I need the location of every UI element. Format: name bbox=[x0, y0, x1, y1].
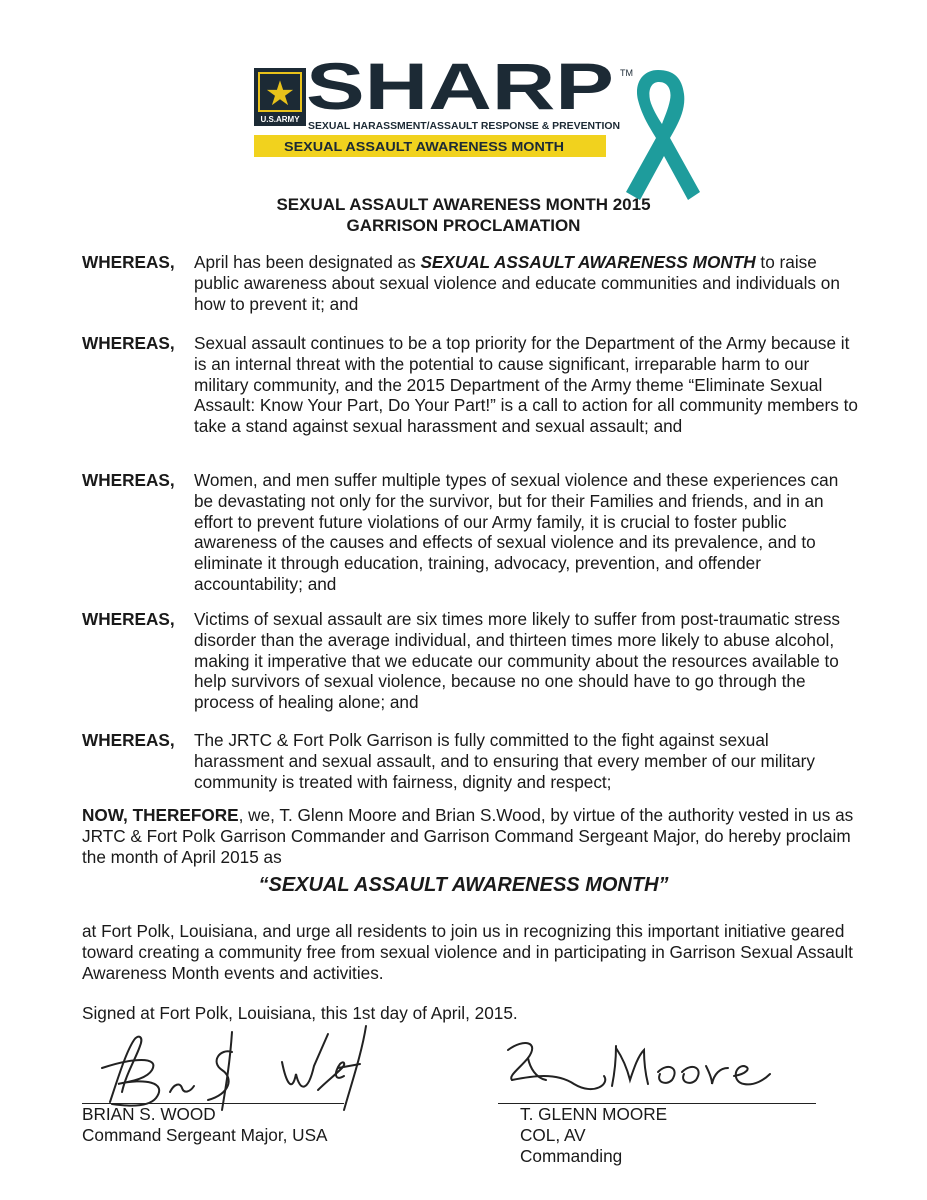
whereas-keyword: WHEREAS, bbox=[82, 730, 175, 750]
sharp-tagline: SEXUAL HARASSMENT/ASSAULT RESPONSE & PREVENTION bbox=[308, 120, 620, 132]
whereas-keyword: WHEREAS, bbox=[82, 470, 175, 490]
whereas-clause-4 bbox=[82, 609, 862, 713]
signatory-title: Command Sergeant Major, USA bbox=[82, 1125, 328, 1145]
whereas-keyword: WHEREAS, bbox=[82, 252, 175, 272]
clause-text: Victims of sexual assault are six times more likely to suffer from post-traumatic stress disorder than the average individual, and thirteen times more likely to abuse alcohol, making it imperative that we educate our community about the resources available to help survivors of sexual violence, because no one should have to go through the process of healing alone; and bbox=[194, 609, 841, 713]
trademark-mark: TM bbox=[620, 68, 633, 78]
therefore-text: , we, T. Glenn Moore and Brian S.Wood, by virtue of the authority vested in us as JRTC & Fort Polk Garrison Commander and Garrison Command Sergeant Major, do hereby proclaim the month of April 2015 as bbox=[82, 805, 854, 867]
title-line-2: GARRISON PROCLAMATION bbox=[346, 216, 581, 235]
whereas-keyword: WHEREAS, bbox=[82, 609, 175, 629]
signatory-role: Commanding bbox=[520, 1146, 623, 1166]
army-label: U.S.ARMY bbox=[260, 115, 300, 124]
clause-text: Sexual assault continues to be a top priority for the Department of the Army because it is an internal threat with the potential to cause significant, irreparable harm to our military community, and the 2015 Department of the Army theme “Eliminate Sexual Assault: Know Your Part, Do Your Part!” is a call to action for all community members to take a stand against sexual harassment and sexual assault; and bbox=[194, 333, 858, 437]
whereas-clause-3 bbox=[82, 470, 862, 595]
whereas-clause-5 bbox=[82, 730, 862, 792]
closing-paragraph: at Fort Polk, Louisiana, and urge all residents to join us in recognizing this important initiative geared toward creating a community free from sexual violence and in participating in Garrison Sexual Assault Awareness Month events and activities. bbox=[82, 921, 853, 983]
proclamation-title bbox=[0, 194, 927, 236]
therefore-paragraph bbox=[82, 805, 862, 867]
awareness-banner-text: SEXUAL ASSAULT AWARENESS MONTH bbox=[284, 140, 564, 154]
clause-emphasis: SEXUAL ASSAULT AWARENESS MONTH bbox=[420, 252, 756, 272]
moore-signature bbox=[498, 1028, 798, 1098]
clause-text: April has been designated as bbox=[194, 252, 421, 272]
signed-line: Signed at Fort Polk, Louisiana, this 1st day of April, 2015. bbox=[82, 1003, 518, 1023]
signatory-right bbox=[520, 1104, 667, 1167]
clause-text: Women, and men suffer multiple types of sexual violence and these experiences can be devastating not only for the survivor, but for their Families and friends, and in an effort to prevent future violations of our Army family, it is crucial to foster public awareness of the causes and effects of sexual violence and its prevalence, and to eliminate it through education, training, advocacy, prevention, and offender accountability; and bbox=[194, 470, 839, 594]
signatory-left bbox=[82, 1104, 328, 1146]
signatory-name: BRIAN S. WOOD bbox=[82, 1104, 216, 1124]
sharp-logo bbox=[250, 60, 700, 210]
signatory-rank: COL, AV bbox=[520, 1125, 586, 1145]
therefore-keyword: NOW, THEREFORE bbox=[82, 805, 239, 825]
clause-text: to raise public awareness about sexual violence and educate communities and individuals on how to prevent it; and bbox=[194, 252, 840, 314]
signatory-name: T. GLENN MOORE bbox=[520, 1104, 668, 1124]
title-line-1: SEXUAL ASSAULT AWARENESS MONTH 2015 bbox=[276, 195, 651, 214]
whereas-clause-2 bbox=[82, 333, 862, 437]
sharp-wordmark: SHARP bbox=[306, 60, 614, 123]
proclaimed-month: “SEXUAL ASSAULT AWARENESS MONTH” bbox=[258, 874, 669, 896]
wood-signature bbox=[82, 1022, 382, 1112]
army-star-icon: ★ bbox=[264, 74, 296, 114]
whereas-clause-1 bbox=[82, 252, 862, 314]
whereas-keyword: WHEREAS, bbox=[82, 333, 175, 353]
clause-text: The JRTC & Fort Polk Garrison is fully committed to the fight against sexual harassment and sexual assault, and to ensuring that every member of our military community is treated with fairness, dignity and respect; bbox=[194, 730, 815, 792]
teal-ribbon-icon bbox=[626, 70, 700, 200]
